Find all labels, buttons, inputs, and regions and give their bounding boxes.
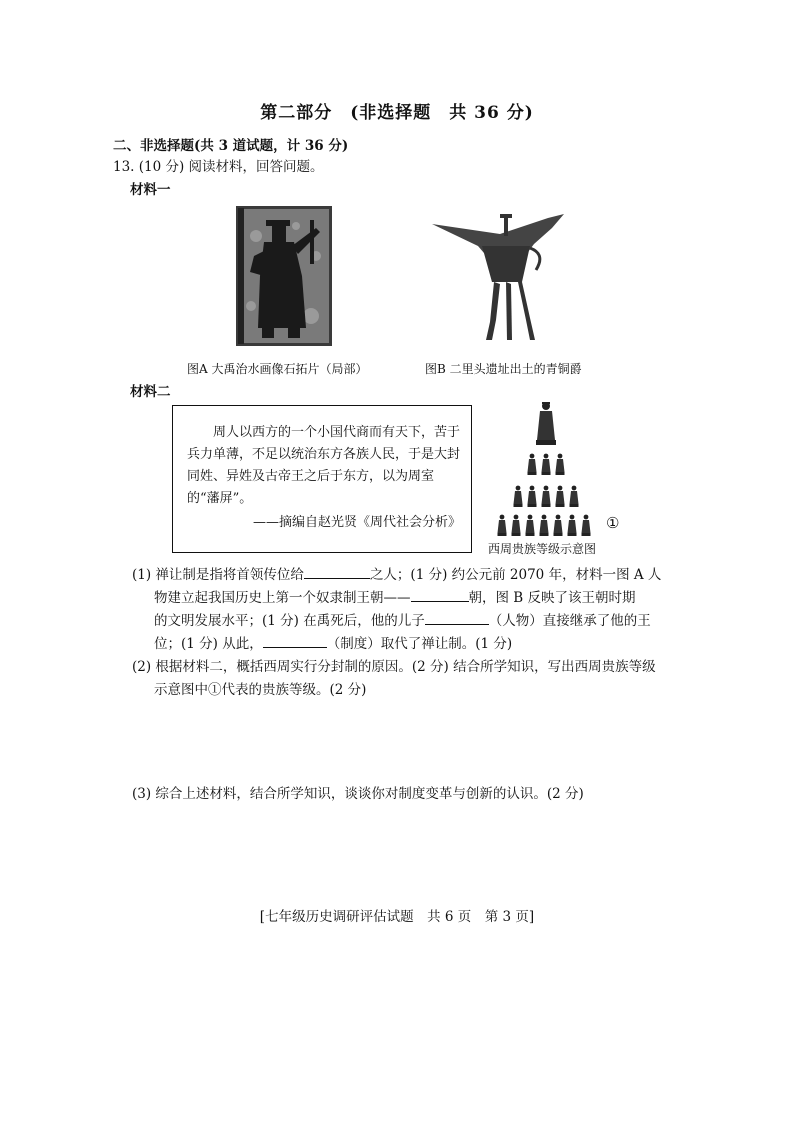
section-title: 第二部分 (非选择题 共 36 分): [260, 103, 534, 123]
answer-blank-3[interactable]: [425, 610, 489, 625]
pyramid-caption: 西周贵族等级示意图: [488, 542, 597, 556]
q1-line-2: 物建立起我国历史上第一个奴隶制王朝—— 朝，图 B 反映了该王朝时期: [154, 587, 636, 608]
material-2-quote-box: [172, 405, 472, 553]
q1-line-3: 的文明发展水平；(1 分) 在禹死后，他的儿子 （人物）直接继承了他的王: [154, 610, 651, 631]
q2-line-1: (2) 根据材料二，概括西周实行分封制的原因。(2 分) 结合所学知识，写出西周贵族等级: [132, 659, 656, 675]
pyramid-marker-1: ①: [606, 514, 620, 532]
answer-blank-2[interactable]: [411, 587, 469, 602]
figure-b-caption: 图B 二里头遗址出土的青铜爵: [425, 362, 582, 376]
figure-a-stone-rubbing: [236, 206, 332, 346]
question-13-stem: 13. (10 分) 阅读材料，回答问题。: [113, 159, 324, 175]
figure-a-caption: 图A 大禹治水画像石拓片（局部）: [187, 362, 368, 376]
q1-line-1: (1) 禅让制是指将首领传位给 之人；(1 分) 约公元前 2070 年，材料一图 A 人: [132, 564, 661, 585]
noble-hierarchy-pyramid: [494, 400, 606, 542]
figure-b-bronze-jue: [430, 212, 570, 344]
q3-line-1: (3) 综合上述材料，结合所学知识，谈谈你对制度变革与创新的认识。(2 分): [132, 786, 584, 802]
material-1-label: 材料一: [130, 182, 171, 198]
page-footer: [七年级历史调研评估试题 共 6 页 第 3 页]: [259, 909, 535, 925]
answer-blank-4[interactable]: [263, 633, 327, 648]
material-2-label: 材料二: [130, 384, 171, 400]
quote-text: 周人以西方的一个小国代商而有天下，苦于兵力单薄，不足以统治东方各族人民，于是大封同姓、异姓及古帝王之后于东方，以为周室的“藩屏”。: [187, 425, 461, 506]
q1-line-4: 位；(1 分) 从此， （制度）取代了禅让制。(1 分): [154, 633, 512, 654]
part-heading: 二、非选择题(共 3 道试题，计 36 分): [113, 138, 349, 154]
q2-line-2: 示意图中①代表的贵族等级。(2 分): [154, 682, 367, 698]
answer-blank-1[interactable]: [304, 564, 370, 579]
quote-source: ——摘编自赵光贤《周代社会分析》: [252, 515, 461, 530]
